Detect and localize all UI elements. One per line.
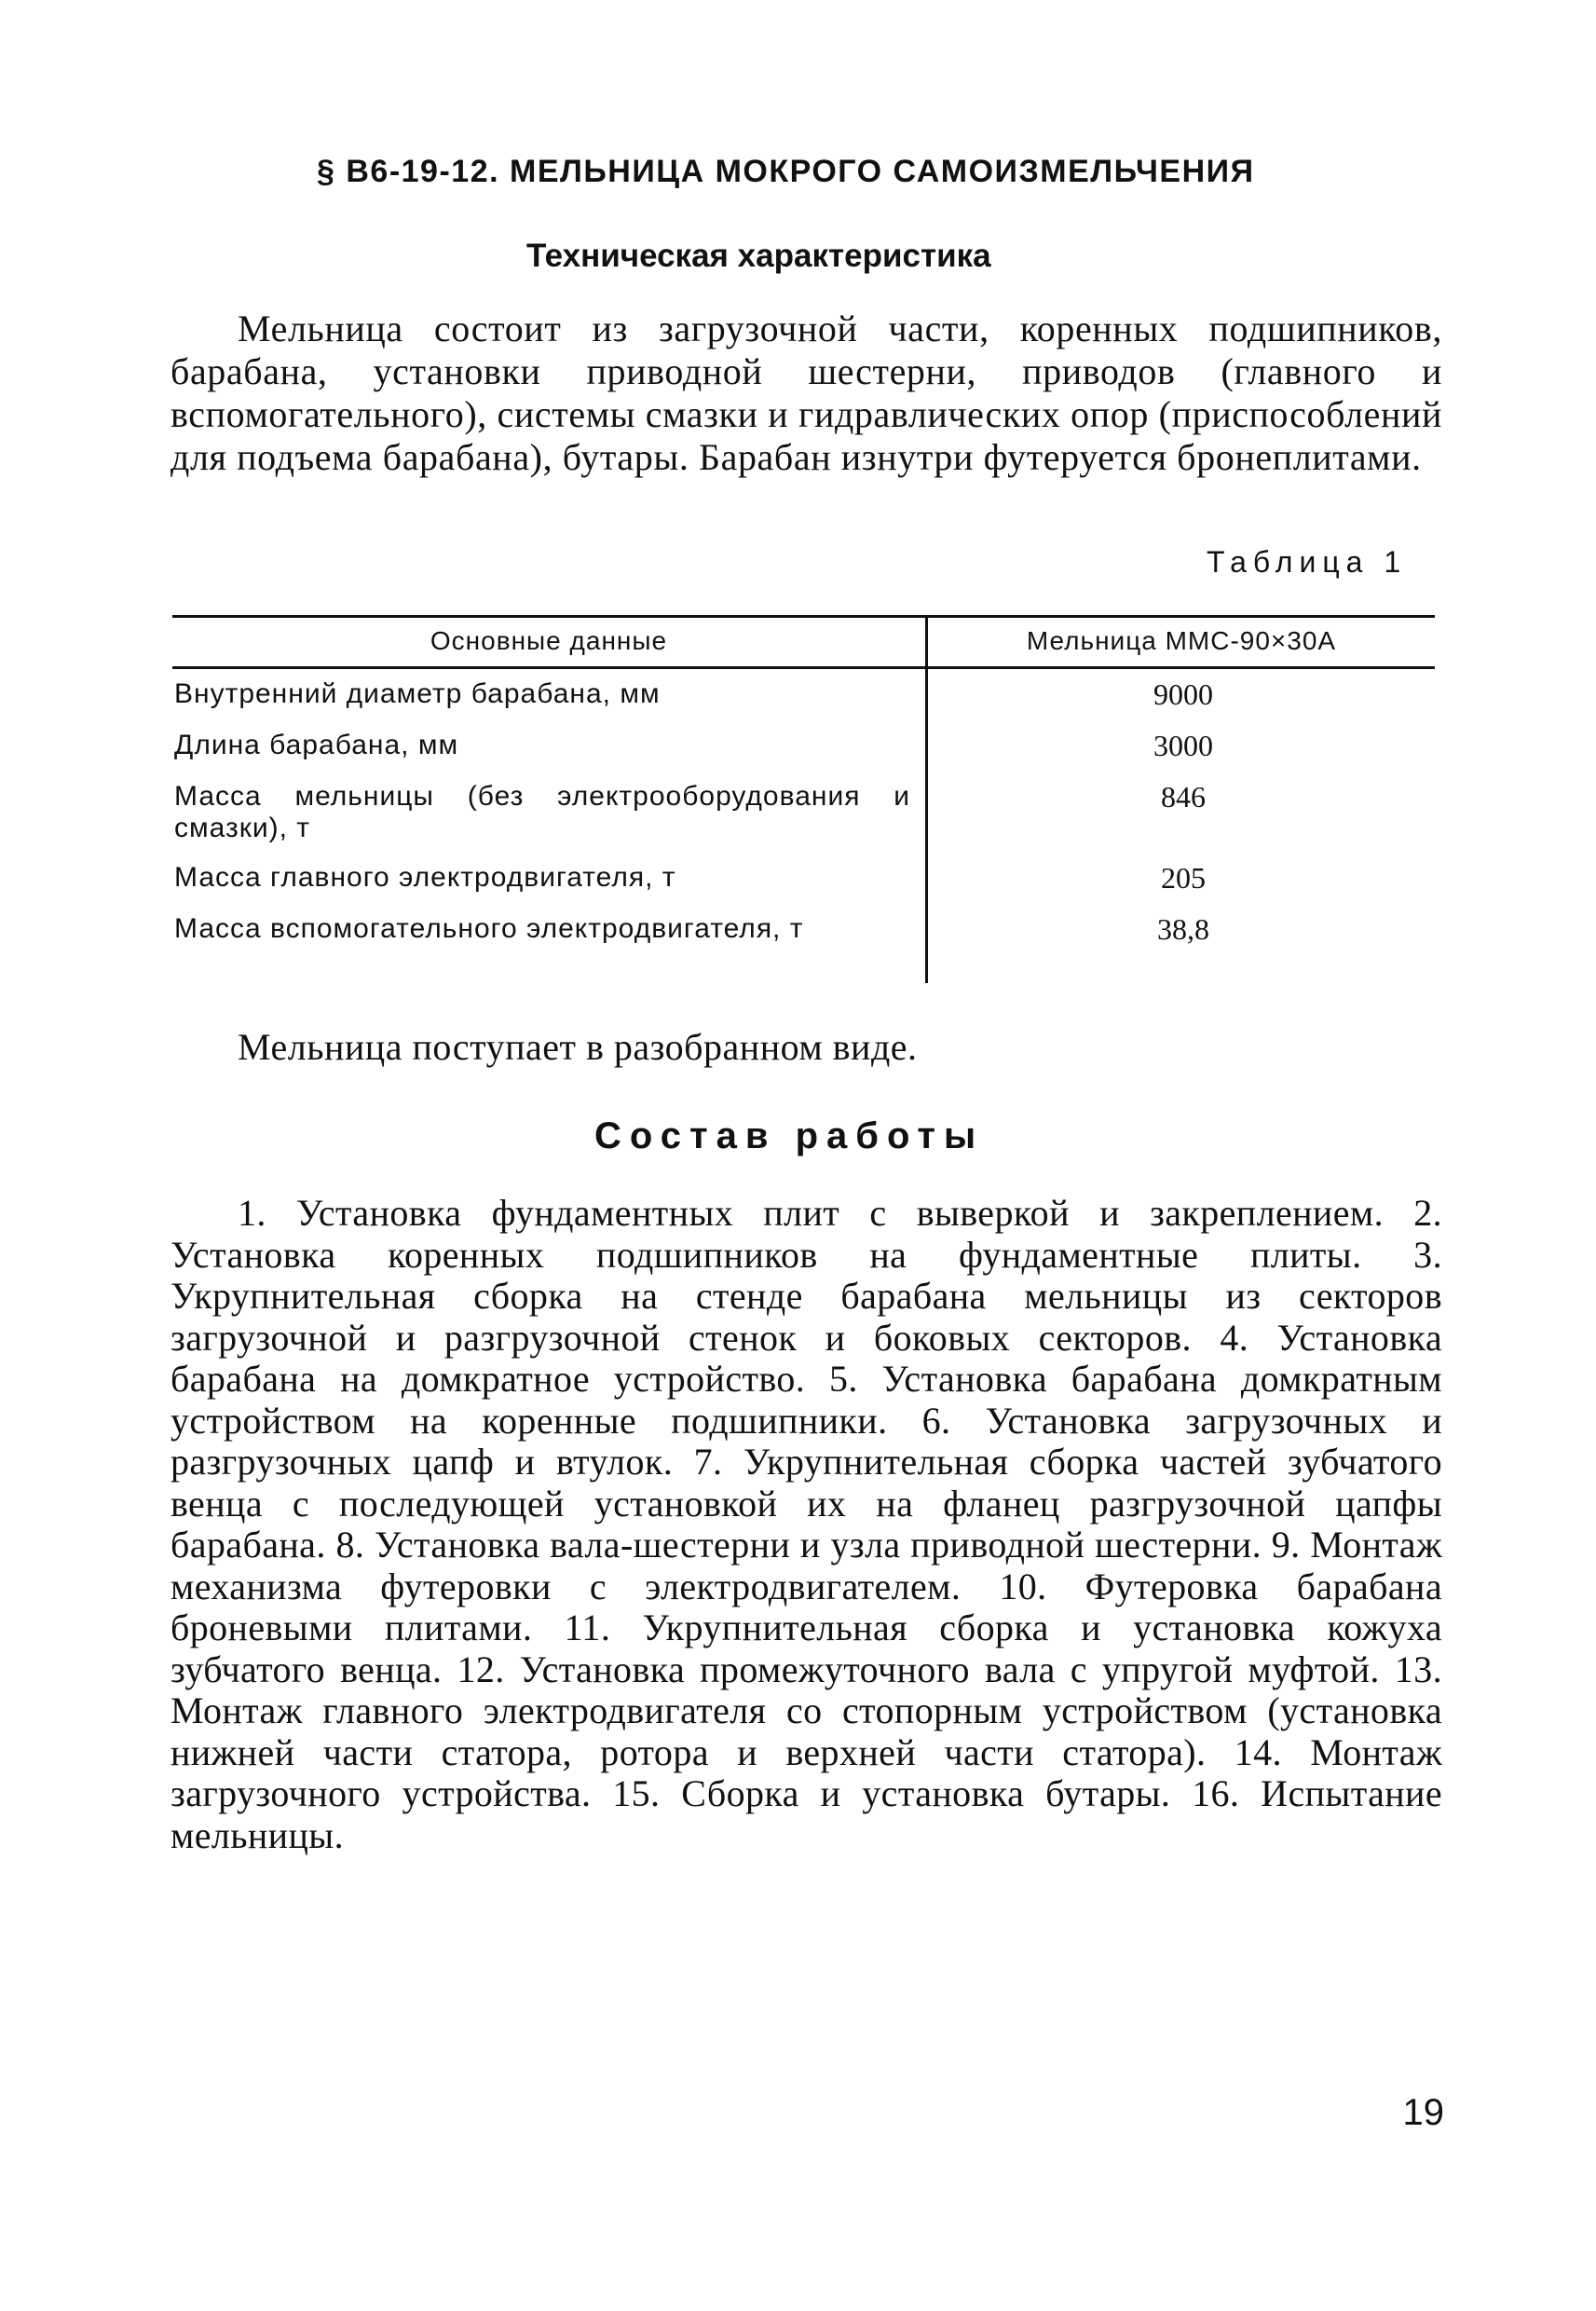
work-section-title: Состав работы <box>594 1115 985 1156</box>
table-cell-value: 9000 <box>1153 677 1213 711</box>
table-header-value: Мельница ММС-90×30А <box>1026 626 1337 655</box>
work-steps-paragraph: 1. Установка фундаментных плит с выверкой и закреплением. 2. Установка коренных подшипников на фундаментные плиты. 3. Укрупнительная сборка на стенде барабана мельницы из секторов загрузочной и разгрузочной стенок и боковых секторов. 4. Установка барабана на домкратное устройство. 5. Установка барабана домкратным устройством на коренные подшипники. 6. Установка загрузочных и разгрузочных цапф и втулок. 7. Укрупнительная сборка частей зубчатого венца с последующей установкой их на фланец разгрузочной цапфы барабана. 8. Установка вала-шестерни и узла приводной шестерни. 9. Монтаж механизма футеровки с электродвигателем. 10. Футеровка барабана броневыми плитами. 11. Укрупнительная сборка и установка кожуха зубчатого венца. 12. Установка промежуточного вала с упругой муфтой. 13. Монтаж главного электродвигателя со стопорным устройством (установка нижней части статора, ротора и верхней части статора). 14. Монтаж загрузочного устройства. 15. Сборка и установка бутары. 16. Испытание мельницы. <box>171 1192 1442 1856</box>
table-column-divider <box>925 615 928 983</box>
table-cell-label: Масса главного электродвигателя, т <box>174 862 676 893</box>
table-cell-label: Длина барабана, мм <box>174 730 459 760</box>
table-header-rule <box>172 666 1435 669</box>
table-cell-value: 846 <box>1161 780 1206 814</box>
table-top-rule <box>172 615 1435 618</box>
table-caption: Таблица 1 <box>1207 545 1408 579</box>
table-cell-label: Масса вспомогательного электродвигателя, т <box>174 913 804 944</box>
subtitle: Техническая характеристика <box>526 238 991 274</box>
table-cell-label: Масса мельницы (без электрооборудования и смазки), т <box>174 781 910 843</box>
table-cell-value: 3000 <box>1153 729 1213 762</box>
intro-paragraph: Мельница состоит из загрузочной части, коренных подшипников, барабана, установки приводной шестерни, приводов (главного и вспомогательного), системы смазки и гидравлических опор (приспособлений для подъема барабана), бутары. Барабан изнутри футеруется бронеплитами. <box>171 308 1442 478</box>
table-cell-value: 38,8 <box>1157 912 1209 946</box>
delivery-note: Мельница поступает в разобранном виде. <box>238 1026 918 1068</box>
table-header-parameter: Основные данные <box>430 626 668 655</box>
section-title: § В6-19-12. МЕЛЬНИЦА МОКРОГО САМОИЗМЕЛЬЧЕНИЯ <box>317 154 1255 189</box>
table-cell-value: 205 <box>1161 861 1206 895</box>
table-cell-label: Внутренний диаметр барабана, мм <box>174 678 661 709</box>
page-number: 19 <box>1402 2092 1444 2133</box>
